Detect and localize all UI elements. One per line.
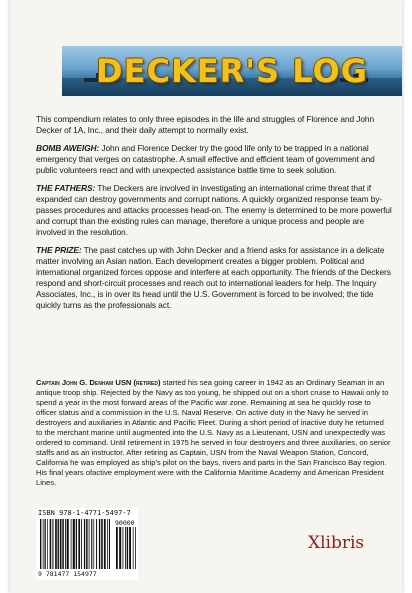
barcode-bar [76, 519, 77, 569]
author-bio [36, 378, 392, 488]
barcode-bar [84, 519, 85, 569]
barcode-bar [57, 519, 58, 569]
intro-paragraph: This compendium relates to only three episodes in the life and struggles of Florence and John Decker of 1A, Inc., and their daily attempt to normally exist. [36, 114, 374, 135]
barcode-bar [47, 519, 48, 569]
barcode-bar [91, 519, 92, 569]
barcode-bar [44, 519, 45, 569]
episode-heading: BOMB AWEIGH: [36, 143, 100, 153]
barcode-bar [96, 519, 97, 569]
publisher-logo: Xlibris [308, 533, 365, 553]
barcode-bar [125, 527, 126, 569]
barcode-bar [50, 519, 52, 569]
barcode-bar [99, 519, 100, 569]
barcode-addon-digits: 90000 [115, 519, 135, 527]
barcode-bar [73, 519, 75, 569]
barcode-bar [62, 519, 63, 569]
isbn-text: ISBN 978-1-4771-5497-7 [38, 509, 131, 517]
book-back-cover [10, 0, 402, 593]
barcode-bar [116, 527, 118, 569]
episode-heading: THE FATHERS: [36, 183, 96, 193]
episode-text: The Deckers are involved in investigating an international crime threat that if expanded can destroy governments and corrupt nations. A quickly organized response team by-passes procedures and attacks processes head-on. The enemy is determined to be more powerful and corrupt than the existing rules can manage, therefore a unique process and people are involved in the resolution. [36, 183, 392, 237]
barcode-bar [109, 519, 110, 569]
author-name: Captain John G. Denham USN (retired) [36, 378, 161, 387]
episode-paragraph [36, 245, 392, 311]
barcode-bar [104, 519, 106, 569]
barcode-bar [40, 519, 41, 569]
synopsis [36, 114, 392, 318]
barcode-bar [67, 519, 69, 569]
barcode-bar [52, 519, 53, 569]
barcode-bars [40, 519, 110, 569]
barcode [36, 508, 138, 580]
barcode-bar [93, 519, 94, 569]
barcode-digits: 9 781477 154977 [38, 570, 97, 578]
episode-text: John and Florence Decker try the good life only to be trapped in a national emergency that verges on catastrophe. A small effective and efficient team of government and public volunteers react and with unexpected assistance battle time to seek solution. [36, 143, 375, 175]
barcode-bar [78, 519, 80, 569]
episode-text: The past catches up with John Decker and a friend asks for assistance in a delicate matter involving an Asian nation. Each development creates a bigger problem. Political and international organized forces oppose and interfere at each opportunity. The friends of the Deckers respond and short-circuit processes and reach out to international leaders for help. The Inquiry Associates, Inc., is in over its head until the U.S. Government is forced to be involved; the tide quickly turns as the professionals act. [36, 245, 391, 310]
barcode-bar [101, 519, 103, 569]
barcode-bar [89, 519, 90, 569]
barcode-bar [133, 527, 134, 569]
barcode-addon-bars [116, 527, 136, 569]
barcode-bar [135, 527, 136, 569]
barcode-bar [127, 527, 128, 569]
barcode-bar [81, 519, 82, 569]
book-title: DECKER'S LOG [96, 52, 368, 90]
barcode-bar [119, 527, 121, 569]
barcode-bar [123, 527, 124, 569]
episode-heading: THE PRIZE: [36, 245, 82, 255]
barcode-bar [55, 519, 57, 569]
episode-paragraph [36, 183, 392, 238]
barcode-bar [65, 519, 66, 569]
barcode-bar [107, 519, 108, 569]
title-banner [62, 46, 402, 96]
barcode-bar [71, 519, 72, 569]
episode-paragraph [36, 143, 392, 176]
barcode-bar [129, 527, 131, 569]
barcode-bar [43, 519, 44, 569]
author-bio-text: started his sea going career in 1942 as an Ordinary Seaman in an antique troop ship. Rejected by the Navy as too young, he shipped out on a short cruise to Hawaii only to spend a year in the most forward areas of the Pacific war zone. Remaining at sea he quickly rose to officer status and a commission in the U.S. Naval Reserve. On active duty in the Navy he served in destroyers and auxiliaries in Atlantic and Pacific Fleet. During a short period of inactive duty he returned to the merchant marine until augmented into the U.S. Navy as a Lieutenant, USN and unexpectedly was ordered to command. Until retirement in 1975 he served in four destroyers and three auxiliaries, on senior staffs and as an instructor. After retiring as Captain, USN from the Naval Weapon Station, Concord, California he was employed as ship's pilot on the bays, rivers and parts in the San Francisco Bay region. His final years ofactive employment were with the California Maritime Academy and American President Lines. [36, 378, 391, 487]
barcode-bar [86, 519, 87, 569]
barcode-bar [60, 519, 62, 569]
